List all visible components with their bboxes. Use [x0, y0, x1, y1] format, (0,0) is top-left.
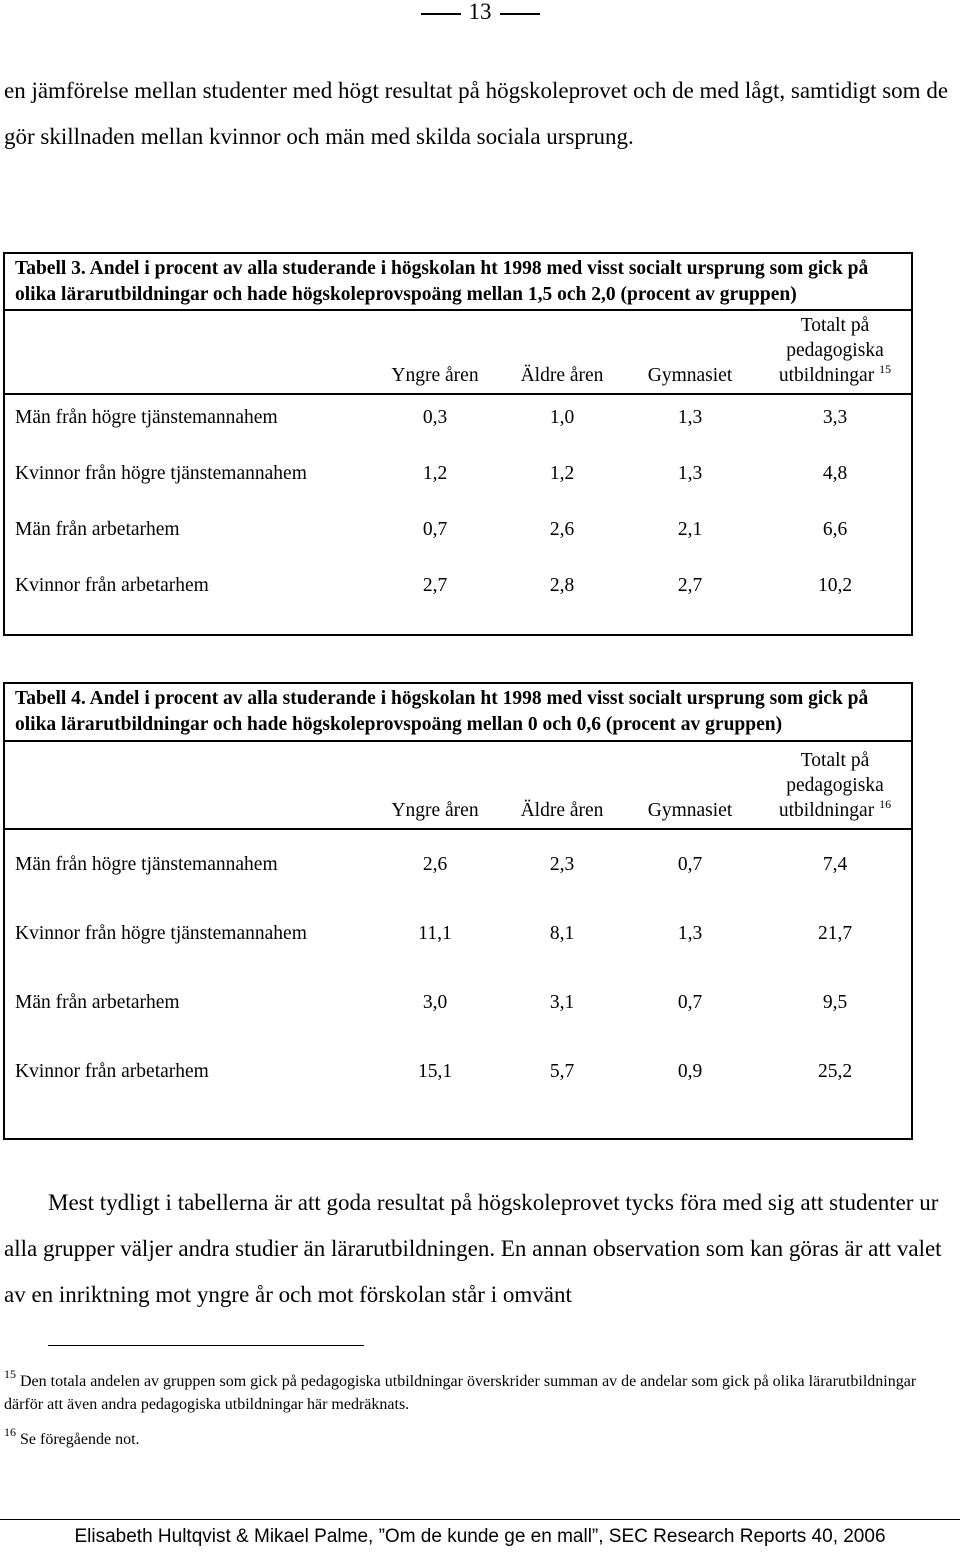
table-4-caption-text: Andel i procent av alla studerande i högskolan ht 1998 med visst socialt ursprung som gick på olika lärarutbildningar och hade högskoleprovspoäng mellan 0 och 0,6 (procent av gruppen) [15, 688, 869, 735]
table-3-header-aldre: Äldre åren [520, 365, 604, 386]
table-4-header-gymnasiet: Gymnasiet [647, 800, 733, 821]
table-3 [3, 252, 913, 636]
table-row [5, 1037, 911, 1106]
table-row-label: Kvinnor från arbetarhem [15, 1061, 209, 1082]
table-cell: 1,2 [422, 463, 448, 484]
table-3-header-gymnasiet: Gymnasiet [647, 365, 733, 386]
table-row-label: Män från arbetarhem [15, 519, 180, 540]
table-cell: 4,8 [822, 463, 848, 484]
table-4-header-yngre: Yngre åren [391, 800, 479, 821]
table-3-header [5, 309, 911, 395]
table-row-label: Kvinnor från högre tjänstemannahem [15, 463, 307, 484]
footnote-separator [48, 1345, 364, 1346]
body-paragraph-text: Mest tydligt i tabellerna är att goda resultat på högskoleprovet tycks föra med sig att studenter ur alla grupper väljer andra studier än lärarutbildningen. En annan observation som kan göras är att valet av en inriktning mot yngre år och mot förskolan står i omvänt [4, 1190, 942, 1307]
table-4-label: Tabell 4. [15, 688, 86, 709]
page-footer: Elisabeth Hultqvist & Mikael Palme, ”Om de kunde ge en mall”, SEC Research Reports 40, 2006 [74, 1526, 886, 1547]
table-3-footnote-ref: 15 [879, 362, 892, 376]
table-cell: 15,1 [417, 1061, 453, 1082]
table-cell: 2,1 [677, 519, 703, 540]
table-cell: 6,6 [822, 519, 848, 540]
page-number-dash-left [421, 13, 461, 15]
table-row-label: Kvinnor från högre tjänstemannahem [15, 923, 307, 944]
table-row [5, 830, 911, 899]
table-4-caption [5, 684, 911, 737]
table-3-header-total [765, 313, 905, 388]
table-4-header-total [765, 748, 905, 823]
table-cell: 1,0 [549, 407, 575, 428]
table-4-header-total-line3-text: utbildningar [778, 800, 875, 821]
table-4-footnote-ref: 16 [879, 797, 892, 811]
table-4-header-total-line1: Totalt på [800, 750, 870, 771]
footnote-number: 15 [4, 1367, 16, 1381]
table-row [5, 899, 911, 968]
table-cell: 0,7 [677, 992, 703, 1013]
table-cell: 21,7 [817, 923, 853, 944]
table-cell: 2,7 [677, 575, 703, 596]
table-row [5, 451, 911, 507]
table-cell: 8,1 [549, 923, 575, 944]
table-cell: 1,3 [677, 407, 703, 428]
table-row-label: Kvinnor från arbetarhem [15, 575, 209, 596]
table-4-header [5, 740, 911, 830]
table-row-label: Män från högre tjänstemannahem [15, 854, 278, 875]
table-cell: 7,4 [822, 854, 848, 875]
table-cell: 2,8 [549, 575, 575, 596]
table-4 [3, 682, 913, 1140]
table-cell: 3,3 [822, 407, 848, 428]
table-cell: 2,7 [422, 575, 448, 596]
page-number-text: 13 [468, 0, 492, 24]
footer-rule [0, 1519, 960, 1520]
table-cell: 11,1 [418, 923, 452, 944]
table-4-header-total-line3 [765, 798, 905, 823]
table-cell: 9,5 [822, 992, 848, 1013]
table-3-header-total-line2: pedagogiska [786, 340, 884, 361]
table-cell: 1,3 [677, 923, 703, 944]
footnote-16 [4, 1425, 956, 1451]
table-3-label: Tabell 3. [15, 258, 86, 279]
table-3-header-yngre: Yngre åren [391, 365, 479, 386]
page-number-dash-right [500, 13, 540, 15]
footnote-number: 16 [4, 1425, 16, 1439]
table-3-header-total-line1: Totalt på [800, 315, 870, 336]
table-4-header-aldre: Äldre åren [520, 800, 604, 821]
table-cell: 3,1 [549, 992, 575, 1013]
table-3-caption [5, 254, 911, 307]
footnote-15 [4, 1367, 956, 1416]
page-number [0, 0, 960, 24]
table-3-caption-text: Andel i procent av alla studerande i högskolan ht 1998 med visst socialt ursprung som gick på olika lärarutbildningar och hade högskoleprovspoäng mellan 1,5 och 2,0 (procent av gruppen) [15, 258, 869, 305]
table-cell: 2,6 [549, 519, 575, 540]
table-cell: 0,7 [422, 519, 448, 540]
table-cell: 2,6 [422, 854, 448, 875]
table-cell: 10,2 [817, 575, 853, 596]
table-4-header-total-line2: pedagogiska [786, 775, 884, 796]
table-cell: 1,3 [677, 463, 703, 484]
footnotes [4, 1367, 956, 1463]
table-row [5, 968, 911, 1037]
table-row [5, 395, 911, 451]
table-row [5, 563, 911, 619]
intro-paragraph: en jämförelse mellan studenter med högt resultat på högskoleprovet och de med lågt, samtidigt som de gör skillnaden mellan kvinnor och män med skilda sociala ursprung. [4, 78, 949, 149]
table-row [5, 507, 911, 563]
table-cell: 0,3 [422, 407, 448, 428]
table-3-header-total-line3 [765, 363, 905, 388]
table-cell: 2,3 [549, 854, 575, 875]
table-cell: 3,0 [422, 992, 448, 1013]
table-cell: 0,9 [677, 1061, 703, 1082]
table-cell: 25,2 [817, 1061, 853, 1082]
table-row-label: Män från arbetarhem [15, 992, 180, 1013]
table-3-header-total-line3-text: utbildningar [778, 365, 875, 386]
table-cell: 5,7 [549, 1061, 575, 1082]
body-paragraph [4, 1180, 956, 1318]
footnote-text: Den totala andelen av gruppen som gick på pedagogiska utbildningar överskrider summan av de andelar som gick på olika lärarutbildningar därför att även andra pedagogiska utbildningar här medräknats. [4, 1373, 917, 1413]
table-row-label: Män från högre tjänstemannahem [15, 407, 278, 428]
table-cell: 0,7 [677, 854, 703, 875]
footnote-text: Se föregående not. [20, 1431, 140, 1448]
table-cell: 1,2 [549, 463, 575, 484]
